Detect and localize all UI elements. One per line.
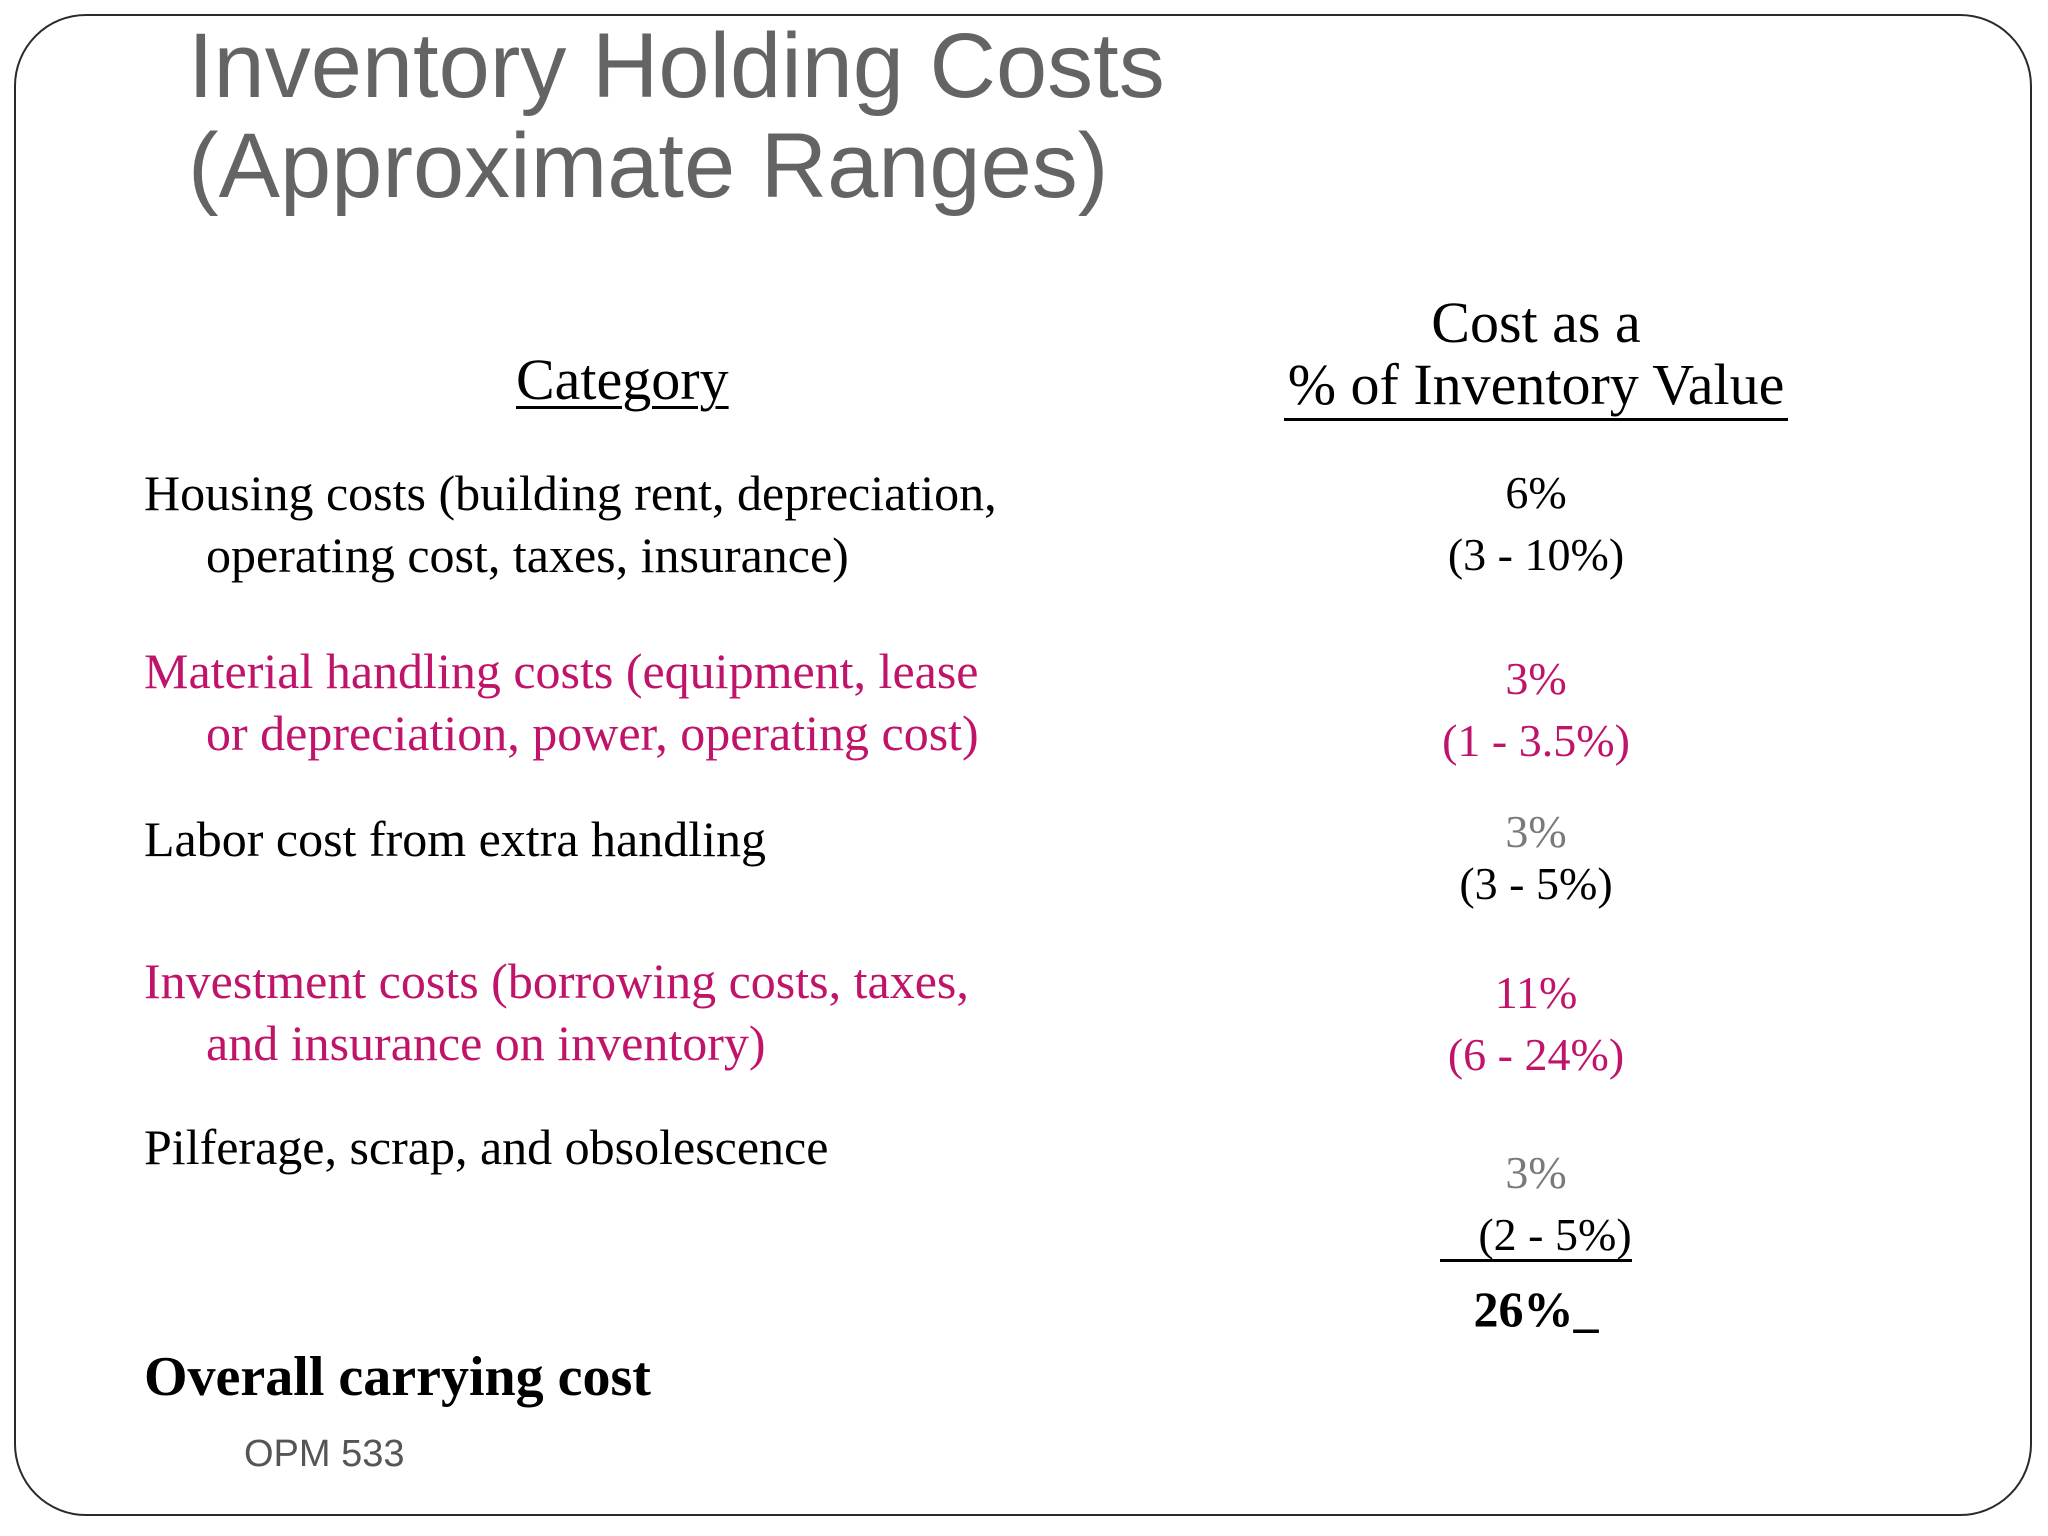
value-range: (1 - 3.5%) bbox=[1442, 715, 1630, 766]
total-value: 26%_ bbox=[1473, 1281, 1599, 1337]
title-line-2: (Approximate Ranges) bbox=[188, 115, 1109, 217]
value-percent: 3% bbox=[1505, 1147, 1567, 1198]
value-housing bbox=[1336, 462, 1736, 586]
category-line-1: Housing costs (building rent, depreciation, bbox=[144, 465, 997, 521]
value-pilferage bbox=[1336, 1142, 1736, 1266]
value-material-handling bbox=[1336, 648, 1736, 772]
category-pilferage bbox=[144, 1116, 828, 1178]
value-range: (3 - 10%) bbox=[1447, 529, 1625, 580]
value-percent: 3% bbox=[1505, 806, 1567, 857]
cost-header-line-1: Cost as a bbox=[1431, 290, 1641, 355]
category-line-2: and insurance on inventory) bbox=[206, 1015, 766, 1071]
category-line-1: Material handling costs (equipment, lease bbox=[144, 643, 979, 699]
category-housing bbox=[144, 462, 997, 586]
footer-course-code: OPM 533 bbox=[244, 1433, 405, 1475]
category-material-handling bbox=[144, 640, 979, 764]
title-line-1: Inventory Holding Costs bbox=[188, 15, 1165, 117]
value-percent: 11% bbox=[1494, 967, 1578, 1018]
overall-carrying-cost-label: Overall carrying cost bbox=[144, 1346, 651, 1408]
value-range: (6 - 24%) bbox=[1447, 1029, 1625, 1080]
value-percent: 3% bbox=[1505, 653, 1567, 704]
value-range: (3 - 5%) bbox=[1459, 858, 1613, 909]
category-investment bbox=[144, 950, 969, 1074]
cost-header-line-2: % of Inventory Value bbox=[1284, 354, 1789, 421]
slide bbox=[14, 14, 2032, 1516]
value-investment bbox=[1336, 962, 1736, 1086]
slide-title bbox=[188, 16, 1165, 216]
category-labor bbox=[144, 808, 766, 870]
value-percent: 6% bbox=[1505, 467, 1567, 518]
cost-header bbox=[1236, 292, 1836, 421]
value-range: (2 - 5%) bbox=[1440, 1211, 1631, 1262]
category-header: Category bbox=[516, 347, 729, 412]
category-line-1: Labor cost from extra handling bbox=[144, 811, 767, 867]
category-line-2: operating cost, taxes, insurance) bbox=[206, 527, 849, 583]
value-labor bbox=[1336, 806, 1736, 910]
category-line-2: or depreciation, power, operating cost) bbox=[206, 705, 979, 761]
category-line-1: Pilferage, scrap, and obsolescence bbox=[144, 1119, 829, 1175]
category-line-1: Investment costs (borrowing costs, taxes, bbox=[144, 953, 969, 1009]
